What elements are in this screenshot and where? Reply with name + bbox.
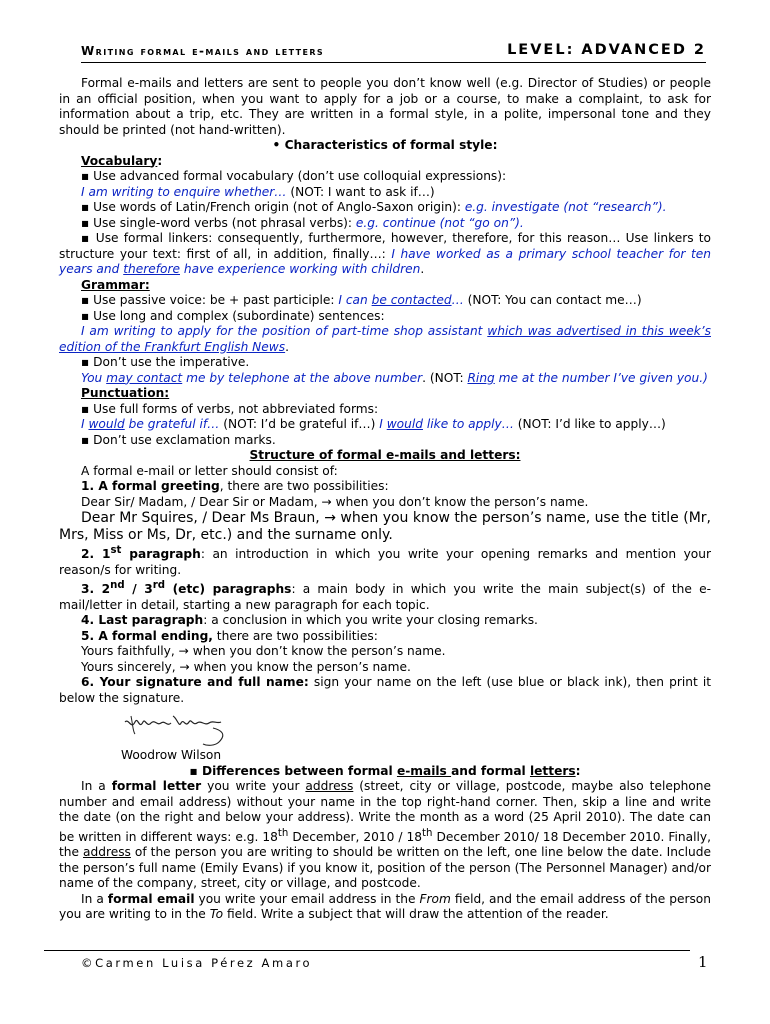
header-level: LEVEL: ADVANCED 2 — [507, 42, 706, 58]
vocabulary-heading-colon: : — [157, 153, 163, 168]
differences-p1i: of the person you are writing to should be written on the left, one line below the date. Include the person’s full name (Emily Evans) if you know it, position of the person (The Personnel Manager) and/or name of the company, street, city or village, and postcode. — [59, 845, 711, 891]
differences-p1a: In a — [81, 779, 112, 794]
punctuation-bullet-2: ▪ Don’t use exclamation marks. — [81, 432, 276, 447]
differences-title-letters: letters — [529, 763, 576, 778]
punctuation-example-2-would: would — [386, 417, 423, 431]
differences-p1f: December, 2010 / 18 — [288, 829, 423, 844]
grammar-bullet-1-text: ▪ Use passive voice: be + past participle: — [81, 293, 339, 307]
vocabulary-example-1-text: I am writing to enquire whether… — [81, 184, 287, 199]
differences-title-colon: : — [575, 763, 581, 778]
differences-p1c: you write your — [201, 779, 306, 794]
grammar-heading-text: Grammar: — [81, 277, 150, 292]
structure-item-3-label: (etc) paragraphs — [165, 582, 292, 597]
differences-p2-to: To — [209, 907, 224, 922]
differences-p1-address-2: address — [83, 845, 131, 860]
vocabulary-bullet-2-text: ▪ Use words of Latin/French origin (not of Anglo-Saxon origin): — [81, 200, 465, 214]
punctuation-example-2a: I — [379, 417, 387, 431]
vocabulary-example-1 — [59, 185, 711, 201]
grammar-example-3-end: me by telephone at the above number — [182, 370, 423, 385]
punctuation-example-1b: be grateful if… — [124, 417, 220, 431]
structure-item-3 — [59, 578, 711, 613]
differences-p1-sup1: th — [277, 827, 289, 839]
structure-item-2-sup: st — [110, 545, 122, 556]
structure-item-4-text: : a conclusion in which you write your closing remarks. — [203, 613, 538, 628]
intro-paragraph: Formal e-mails and letters are sent to people you don’t know well (e.g. Director of Studies) or people in an official position, when you want to apply for a job or a course, to make a complaint, to ask for information about a trip, etc. They are written in a formal style, in a polite, impersonal tone and they should be printed (not hand-written). — [59, 76, 711, 137]
grammar-example-3 — [59, 371, 711, 387]
differences-heading — [59, 764, 711, 780]
vocabulary-bullet-4-example: I have worked as a primary school teacher for ten years and — [59, 246, 711, 276]
differences-title-1: Differences between formal — [202, 763, 397, 778]
differences-letter-paragraph — [59, 779, 711, 892]
vocabulary-bullet-4-period: . — [420, 262, 425, 276]
structure-item-5-text: there are two possibilities: — [212, 628, 378, 643]
differences-bullet: ▪ — [189, 763, 203, 778]
punctuation-example-1 — [59, 417, 711, 433]
document-body — [59, 76, 711, 923]
vocabulary-bullet-4 — [59, 231, 711, 278]
punctuation-example-1-note: (NOT: I’d be grateful if…) — [219, 417, 380, 431]
differences-p1-formal-letter: formal letter — [111, 779, 202, 794]
punctuation-example-1a: I — [81, 417, 89, 431]
differences-email-paragraph — [59, 892, 711, 923]
structure-item-5 — [59, 629, 711, 645]
structure-item-5-ending-b: Yours sincerely, → when you know the person’s name. — [81, 659, 411, 674]
vocabulary-bullet-3-text: ▪ Use single-word verbs (not phrasal verbs): — [81, 215, 356, 230]
vocabulary-bullet-2 — [59, 200, 711, 216]
punctuation-bullet-1: ▪ Use full forms of verbs, not abbreviated forms: — [81, 401, 379, 416]
grammar-example-3-period: . — [422, 370, 427, 385]
structure-heading — [59, 448, 711, 464]
grammar-bullet-1-example-end: … — [451, 293, 464, 307]
grammar-example-2-text: I am writing to apply for the position of part-time shop assistant — [81, 324, 488, 338]
grammar-example-2-period: . — [285, 339, 289, 354]
vocabulary-bullet-4-example-underlined: therefore — [123, 262, 180, 276]
grammar-bullet-1 — [59, 293, 711, 309]
structure-item-3-text: : a main body in which you write the main subject(s) of the e-mail/letter in detail, starting a new paragraph for each topic. — [59, 582, 712, 612]
grammar-example-3-note: (NOT: — [426, 370, 468, 385]
characteristics-heading — [59, 138, 711, 154]
handwritten-signature-icon — [121, 708, 241, 748]
vocabulary-bullet-3 — [59, 216, 711, 232]
vocabulary-example-1-note: (NOT: I want to ask if…) — [286, 184, 435, 199]
signature-printed-name: Woodrow Wilson — [121, 748, 222, 763]
structure-item-3-sep: / 3 — [124, 582, 153, 597]
grammar-example-3-underlined: may contact — [106, 370, 183, 385]
grammar-bullet-2: ▪ Use long and complex (subordinate) sentences: — [81, 308, 385, 323]
differences-p2a: In a — [81, 891, 108, 906]
structure-item-2-label: paragraph — [121, 547, 201, 562]
differences-p2-from: From — [419, 891, 451, 906]
structure-heading-text: Structure of formal e-mails and letters: — [249, 448, 521, 462]
grammar-bullet-1-example: I can — [338, 293, 372, 307]
structure-item-1-text: , there are two possibilities: — [219, 479, 389, 493]
structure-item-2-text: : an introduction in which you write your opening remarks and mention your reason/s for writing. — [59, 547, 711, 577]
signature-image — [59, 706, 711, 748]
structure-item-3-sup2: rd — [152, 580, 166, 592]
structure-item-6-label: 6. Your signature and full name: — [81, 675, 309, 690]
structure-item-1-label: 1. A formal greeting — [81, 479, 220, 493]
differences-p2c: you write your email address in the — [194, 891, 420, 906]
punctuation-example-2b: like to apply… — [423, 417, 514, 431]
structure-item-5-ending-a: Yours faithfully, → when you don’t know the person’s name. — [81, 644, 446, 659]
grammar-example-2 — [59, 324, 711, 355]
punctuation-example-2-note: (NOT: I’d like to apply…) — [513, 417, 666, 431]
page-number: 1 — [698, 953, 708, 971]
punctuation-heading-text: Punctuation: — [81, 386, 170, 400]
vocabulary-bullet-3-example: e.g. continue (not “go on”). — [355, 215, 524, 230]
characteristics-bullet: • — [272, 138, 281, 152]
vocabulary-heading-text: Vocabulary — [81, 153, 158, 168]
footer-author: ©Carmen Luisa Pérez Amaro — [81, 956, 313, 970]
characteristics-title: Characteristics of formal style: — [284, 138, 498, 152]
differences-p2e: field, and the email address of the person you are writing to in the — [59, 891, 711, 922]
structure-item-2 — [59, 543, 711, 578]
differences-p2g: field. Write a subject that will draw the attention of the reader. — [223, 907, 609, 922]
differences-title-2: and formal — [451, 763, 530, 778]
vocabulary-bullet-4-text: ▪ Use formal linkers: consequently, furthermore, however, therefore, for this reason… Use linkers to structure your text: first of all, in addition, finally…: — [59, 231, 711, 261]
structure-item-1-greeting-a: Dear Sir/ Madam, / Dear Sir or Madam, → when you don’t know the person’s name. — [81, 494, 589, 509]
grammar-example-3-ring: Ring — [467, 370, 495, 385]
differences-title-emails: e-mails — [396, 763, 452, 778]
structure-item-3-sup1: nd — [110, 580, 125, 592]
punctuation-example-1-would: would — [88, 417, 125, 431]
grammar-example-3-note-end: me at the number I’ve given you.) — [494, 370, 708, 385]
differences-p1g: December 2010/ 18 December 2010. Finally, the — [59, 829, 711, 860]
structure-item-1-greeting-b: Dear Mr Squires, / Dear Ms Braun, → when you know the person’s name, use the title (Mr, Mrs, Miss or Ms, Dr, etc.) and the surname only. — [59, 510, 711, 543]
structure-item-5-label: 5. A formal ending, — [81, 628, 213, 643]
grammar-bullet-1-example-underlined: be contacted — [371, 293, 452, 307]
structure-item-4 — [59, 613, 711, 629]
vocabulary-bullet-4-example-end: have experience working with children — [180, 262, 421, 276]
structure-item-3-num: 3. 2 — [81, 582, 111, 597]
grammar-bullet-1-note: (NOT: You can contact me…) — [463, 293, 642, 307]
grammar-example-2-underlined: which was advertised in this week’s edition of the Frankfurt English News — [59, 324, 711, 354]
structure-item-2-num: 2. 1 — [81, 547, 111, 562]
differences-p2-formal-email: formal email — [107, 891, 195, 906]
structure-item-6 — [59, 675, 711, 706]
grammar-heading — [59, 278, 711, 294]
vocabulary-heading — [59, 154, 711, 170]
structure-item-6-text: sign your name on the left (use blue or black ink), then print it below the signature. — [59, 675, 712, 705]
punctuation-heading — [59, 386, 711, 402]
structure-item-4-label: 4. Last paragraph — [81, 613, 204, 628]
differences-p1e: (street, city or village, postcode, maybe also telephone number and email address) without your name in the top right-hand corner. Then, skip a line and write the date (on the right and below your address). Write the month as a word (25 April 2010). The date can be written in different ways: e.g. 18 — [59, 779, 711, 844]
differences-p1-address: address — [305, 779, 354, 794]
footer-divider — [44, 950, 690, 951]
structure-intro: A formal e-mail or letter should consist of: — [81, 463, 338, 478]
grammar-example-3-text: You — [81, 370, 107, 385]
vocabulary-bullet-2-example: e.g. investigate (not “research”). — [464, 200, 667, 214]
page-header — [81, 42, 706, 63]
differences-p1-sup2: th — [422, 827, 433, 839]
structure-item-1 — [59, 479, 711, 495]
grammar-bullet-3: ▪ Don’t use the imperative. — [81, 355, 250, 369]
vocabulary-bullet-1: ▪ Use advanced formal vocabulary (don’t use colloquial expressions): — [81, 169, 507, 183]
header-title: Writing formal e-mails and letters — [81, 44, 325, 58]
